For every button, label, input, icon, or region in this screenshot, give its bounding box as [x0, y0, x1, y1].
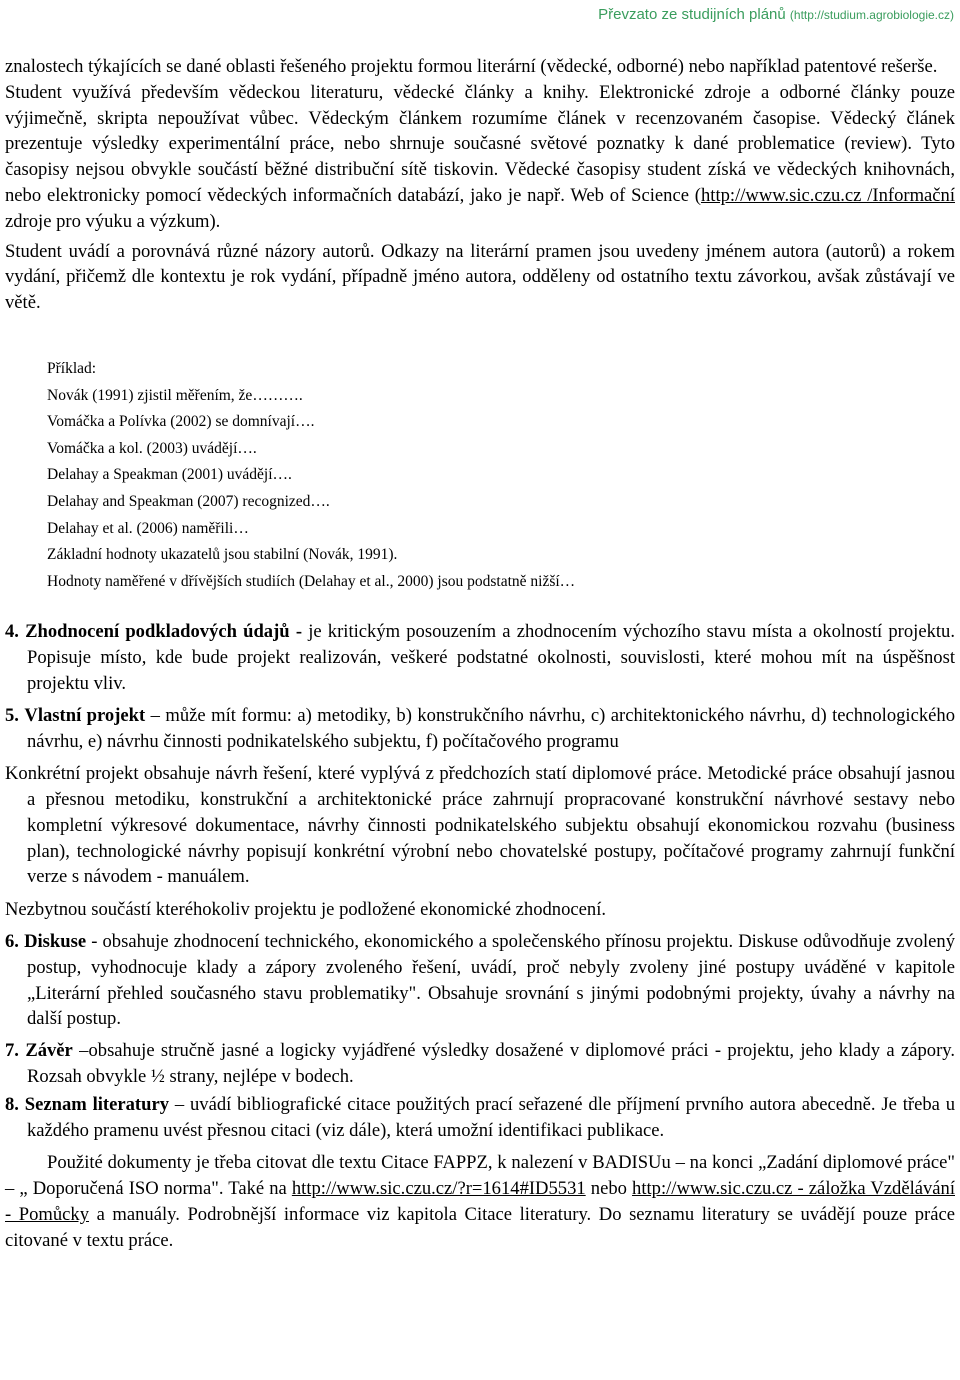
section-4-title: Zhodnocení podkladových údajů -	[25, 621, 303, 643]
section-8-number: 8.	[5, 1093, 19, 1115]
example-line: Vomáčka a kol. (2003) uvádějí….	[47, 439, 257, 457]
example-line: Hodnoty naměřené v dřívějších studiích (Delahay et al., 2000) jsou podstatně nižší…	[47, 572, 576, 590]
section-6-text: - obsahuje zhodnocení technického, ekonomického a společenského přínosu projektu. Diskuse odůvodňuje zvolený postup, vyhodnocuje klady a zápory zvoleného řešení, uvádí, proč nebyly zvoleny jiné postupy uváděné v kapitole „Literární přehled současného stavu problematiky". Obsahuje srovnání s jinými podobnými projekty, úvahy a návrhy na další postup.	[27, 931, 956, 1030]
citation-guide-end: a manuály. Podrobnější informace viz kapitola Citace literatury. Do seznamu literatury se uvádějí pouze práce citované v textu práce.	[5, 1204, 955, 1251]
paragraph-concrete-project: Konkrétní projekt obsahuje návrh řešení, které vyplývá z předchozích statí diplomové práce. Metodické práce obsahují jasnou a přesnou metodiku, konstrukční a architektonické práce zahrnují propracované konstrukční návrhové sestavy nebo kompletní výkresové dokumentace, návrhy činnosti podnikatelského subjektu obsahují ekonomickou rozvahu (business plan), technologické návrhy popisují konkrétní výrobní nebo chovatelské postupy, počítačové programy zahrnují funkční verze s návodem - manuálem.	[5, 763, 955, 888]
paragraph-intro: znalostech týkajících se dané oblasti řešeného projektu formou literární (vědecké, odborné) nebo například patentové rešerše.	[5, 56, 938, 77]
sic-id-link[interactable]: http://www.sic.czu.cz/?r=1614#ID5531	[291, 1178, 586, 1200]
section-4	[5, 619, 955, 696]
example-line: Základní hodnoty ukazatelů jsou stabilní (Novák, 1991).	[47, 546, 398, 564]
section-5-title: Vlastní projekt	[24, 704, 146, 726]
example-line: Delahay et al. (2006) naměřili…	[47, 519, 249, 537]
paragraph-citation-guide	[5, 1150, 955, 1253]
paragraph-literature-text: Student využívá především vědeckou literaturu, vědecké články a knihy. Elektronické zdroje a odborné články pouze výjimečně, skripta nepoužívat vůbec. Vědeckým článkem rozumíme článek v recenzovaném časopise. Vědecký článek prezentuje výsledky experimentální práce, nebo shrnuje současné světové poznatky k dané problematice (review). Tyto časopisy nejsou obvykle součástí běžné distribuční sítě tiskovin. Vědecké časopisy student získá ve vědeckých knihovnách, nebo elektronicky pomocí vědeckých informačních databází, jako je např. Web of Science (	[5, 81, 955, 206]
citation-guide-or: nebo	[585, 1178, 633, 1200]
section-8-text: – uvádí bibliografické citace použitých prací seřazené dle příjmení prvního autora abecedně. Je třeba u každého pramenu uvést přesnou citaci (viz dále), která umožní identifikaci publikace.	[27, 1093, 956, 1141]
section-8-title: Seznam literatury	[24, 1093, 170, 1115]
section-7-number: 7.	[5, 1040, 19, 1062]
section-5-number: 5.	[5, 704, 19, 726]
example-line: Vomáčka a Polívka (2002) se domnívají….	[47, 413, 315, 431]
example-line: Delahay and Speakman (2007) recognized….	[47, 492, 330, 510]
examples-block	[47, 356, 955, 595]
citation-guide-text: Použité dokumenty je třeba citovat dle textu Citace FAPPZ, k nalezení v BADISUu – na konci „Zadání diplomové práce" – „ Doporučená ISO norma". Také na	[5, 1152, 955, 1200]
paragraph-literature-end: zdroje pro výuku a výzkum).	[5, 210, 221, 232]
document-body	[5, 54, 955, 1254]
sic-education-link[interactable]: http://www.sic.czu.cz - záložka Vzdělávání - Pomůcky	[5, 1178, 955, 1226]
paragraph-citations: Student uvádí a porovnává různé názory autorů. Odkazy na literární pramen jsou uvedeny jménem autora (autorů) a rokem vydání, přičemž dle kontextu je rok vydání, případně jméno autora, odděleny od ostatního textu závorkou, avšak zůstávají ve větě.	[5, 240, 955, 314]
paragraph-literature	[5, 80, 955, 235]
section-6-title: Diskuse	[24, 931, 87, 953]
section-6	[5, 929, 955, 1032]
header-source-url: (http://studium.agrobiologie.cz)	[789, 8, 954, 22]
section-6-number: 6.	[5, 931, 19, 953]
sic-link[interactable]: http://www.sic.czu.cz /Informační	[700, 184, 955, 206]
section-8	[5, 1092, 955, 1144]
section-4-number: 4.	[5, 621, 19, 643]
example-line: Novák (1991) zjistil měřením, že……….	[47, 386, 303, 404]
section-5-text: – může mít formu: a) metodiky, b) konstrukčního návrhu, c) architektonického návrhu, d) technologického návrhu, e) návrhu činnosti podnikatelského subjektu, f) počítačového programu	[27, 704, 955, 752]
page-header	[598, 6, 954, 23]
section-7-title: Závěr	[25, 1040, 73, 1062]
section-4-text: je kritickým posouzením a zhodnocením výchozího stavu místa a okolností projektu. Popisuje místo, kde bude projekt realizován, veškeré podstatné okolnosti, souvislosti, které mohou mít na úspěšnost projektu vliv.	[27, 621, 955, 694]
header-source-text: Převzato ze studijních plánů	[598, 6, 786, 23]
example-line: Delahay a Speakman (2001) uvádějí….	[47, 466, 292, 484]
paragraph-economic: Nezbytnou součástí kteréhokoliv projektu je podložené ekonomické zhodnocení.	[5, 899, 607, 921]
section-7-text: –obsahuje stručně jasné a logicky vyjádřené výsledky dosažené v diplomové práci - projektu, jeho klady a zápory. Rozsah obvykle ½ strany, nejlépe v bodech.	[27, 1040, 955, 1088]
examples-label: Příklad:	[47, 359, 97, 377]
section-5	[5, 703, 955, 755]
section-7	[5, 1038, 955, 1090]
